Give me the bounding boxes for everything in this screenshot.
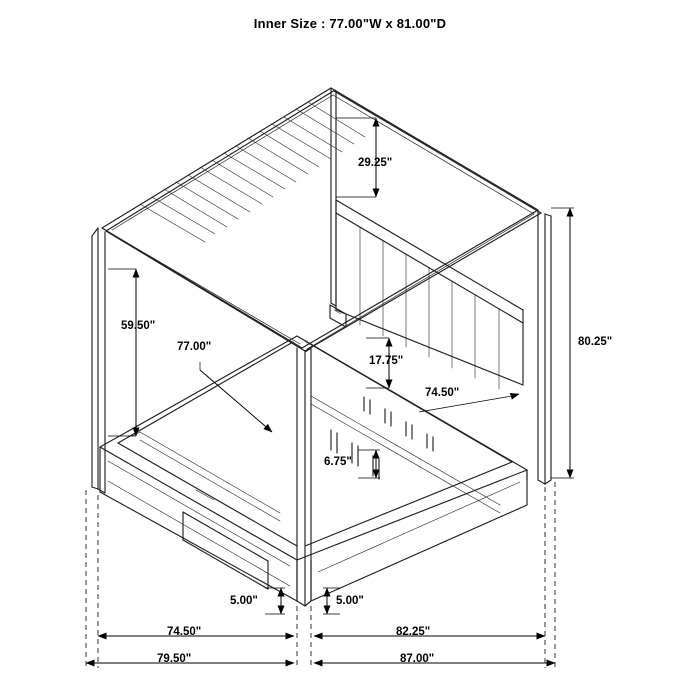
- dimension-label-footprint-width-left: 74.50": [167, 626, 202, 638]
- dimension-label-inner-width: 77.00": [177, 341, 212, 353]
- dimension-label-overall-depth-right: 87.00": [400, 653, 435, 665]
- dimension-label-canopy-post-top: 29.25": [358, 157, 393, 169]
- dimension-label-post-height-left: 59.50": [121, 320, 156, 332]
- dimension-label-overall-width-left: 79.50": [157, 653, 192, 665]
- dimension-label-overall-height-right: 80.25": [578, 336, 613, 348]
- dimension-label-footprint-depth-right: 82.25": [396, 626, 431, 638]
- dimension-label-headboard-height: 17.75": [369, 355, 404, 367]
- dimension-label-leg-height-left: 5.00": [230, 595, 258, 607]
- dimension-label-mattress-width-right: 74.50": [425, 387, 460, 399]
- page-title: Inner Size : 77.00"W x 81.00"D: [253, 16, 447, 31]
- dimension-label-slat-clearance: 6.75": [324, 456, 352, 468]
- dimension-label-leg-height-right: 5.00": [336, 595, 364, 607]
